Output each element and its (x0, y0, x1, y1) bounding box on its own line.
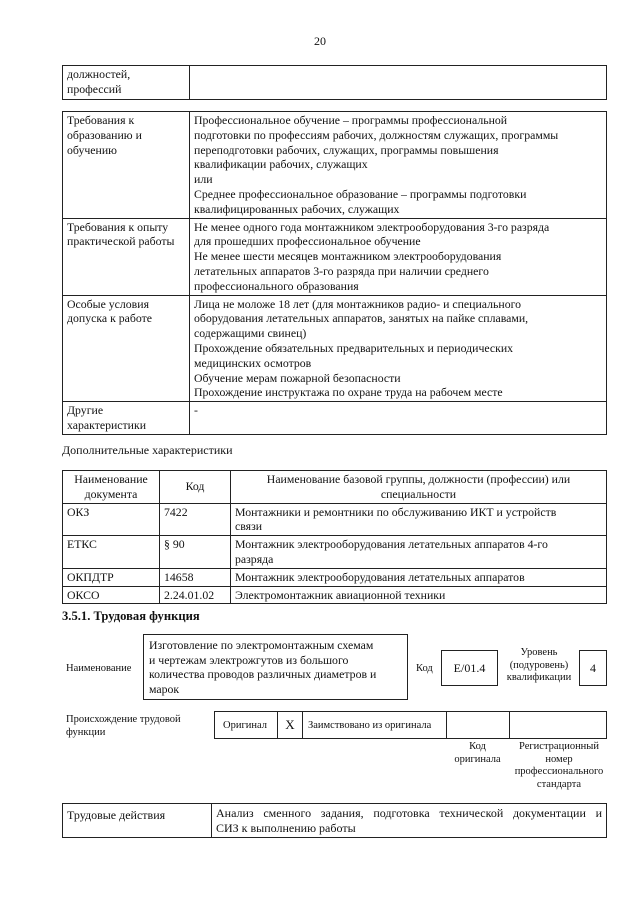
requirement-value: - (190, 402, 607, 435)
origin-reg-caption: Регистрационный номер профессионального стандарта (514, 741, 604, 790)
function-level-label: Уровень (подуровень) квалификации (506, 647, 572, 683)
actions-table (62, 803, 607, 838)
origin-box (214, 711, 607, 739)
table-row (63, 218, 607, 295)
function-level-value: 4 (579, 650, 607, 686)
row-name: Монтажник электрооборудования летательных аппаратов (231, 568, 607, 586)
header-code: Код (160, 471, 231, 504)
function-name-label: Наименование (66, 663, 132, 674)
header-name: Наименование базовой группы, должности (профессии) или специальности (231, 471, 607, 504)
row-name: Монтажники и ремонтники по обслуживанию ИКТ и устройств связи (231, 503, 607, 536)
actions-label: Трудовые действия (63, 804, 212, 838)
top-table-label: должностей, профессий (63, 66, 190, 100)
top-table-value (190, 66, 607, 100)
row-code: 2.24.01.02 (160, 586, 231, 604)
requirement-value: Не менее одного года монтажником электрооборудования 3-го разряда для прошедших профессиональное обучение Не менее шести месяцев монтажником электрооборудования летательных аппаратов 3-го разряда при наличии среднего профессионального образования (190, 218, 607, 295)
requirement-label: Требования к образованию и обучению (63, 112, 190, 219)
origin-label: Происхождение трудовой функции (66, 714, 181, 738)
page-number: 20 (314, 34, 326, 48)
table-row (63, 402, 607, 435)
row-doc: ОКПДТР (63, 568, 160, 586)
actions-value: Анализ сменного задания, подготовка технической документации и СИЗ к выполнению работы (212, 804, 607, 838)
row-doc: ЕТКС (63, 536, 160, 569)
row-doc: ОКЗ (63, 503, 160, 536)
requirement-value: Профессиональное обучение – программы профессиональной подготовки по профессиям рабочих, должностям служащих, программы переподготовки рабочих, служащих, программы повышения квалификации рабочих, служащих или Среднее профессиональное образование – программы подготовки квалифицированных рабочих, служащих (190, 112, 607, 219)
table-row (63, 586, 607, 604)
table-row (63, 503, 607, 536)
table-row (63, 536, 607, 569)
row-code: 7422 (160, 503, 231, 536)
row-code: § 90 (160, 536, 231, 569)
function-code-value: E/01.4 (441, 650, 498, 686)
table-row (63, 568, 607, 586)
origin-original-label: Оригинал (223, 720, 267, 731)
function-code-label: Код (416, 663, 433, 674)
row-name: Монтажник электрооборудования летательных аппаратов 4-го разряда (231, 536, 607, 569)
table-row (63, 112, 607, 219)
header-doc: Наименование документа (63, 471, 160, 504)
origin-code-caption: Код оригинала (454, 741, 501, 765)
function-name-box: Изготовление по электромонтажным схемам и чертежам электрожгутов из большого количества проводов различных диаметров и марок (143, 634, 408, 700)
requirement-label: Особые условия допуска к работе (63, 295, 190, 402)
requirements-table (62, 111, 607, 435)
origin-mark: X (285, 717, 295, 732)
additional-title: Дополнительные характеристики (62, 443, 233, 457)
section-heading: 3.5.1. Трудовая функция (62, 609, 200, 623)
row-name: Электромонтажник авиационной техники (231, 586, 607, 604)
table-row (63, 295, 607, 402)
row-doc: ОКСО (63, 586, 160, 604)
additional-table (62, 470, 607, 604)
table-row (63, 804, 607, 838)
requirement-label: Другие характеристики (63, 402, 190, 435)
requirement-label: Требования к опыту практической работы (63, 218, 190, 295)
row-code: 14658 (160, 568, 231, 586)
table-header-row (63, 471, 607, 504)
top-table (62, 65, 607, 100)
requirement-value: Лица не моложе 18 лет (для монтажников радио- и специального оборудования летательных аппаратов, занятых на пайке сплавами, содержащими свинец) Прохождение обязательных предварительных и периодических медицинских осмотров Обучение мерам пожарной безопасности Прохождение инструктажа по охране труда на рабочем месте (190, 295, 607, 402)
origin-borrowed-label: Заимствовано из оригинала (308, 720, 432, 731)
